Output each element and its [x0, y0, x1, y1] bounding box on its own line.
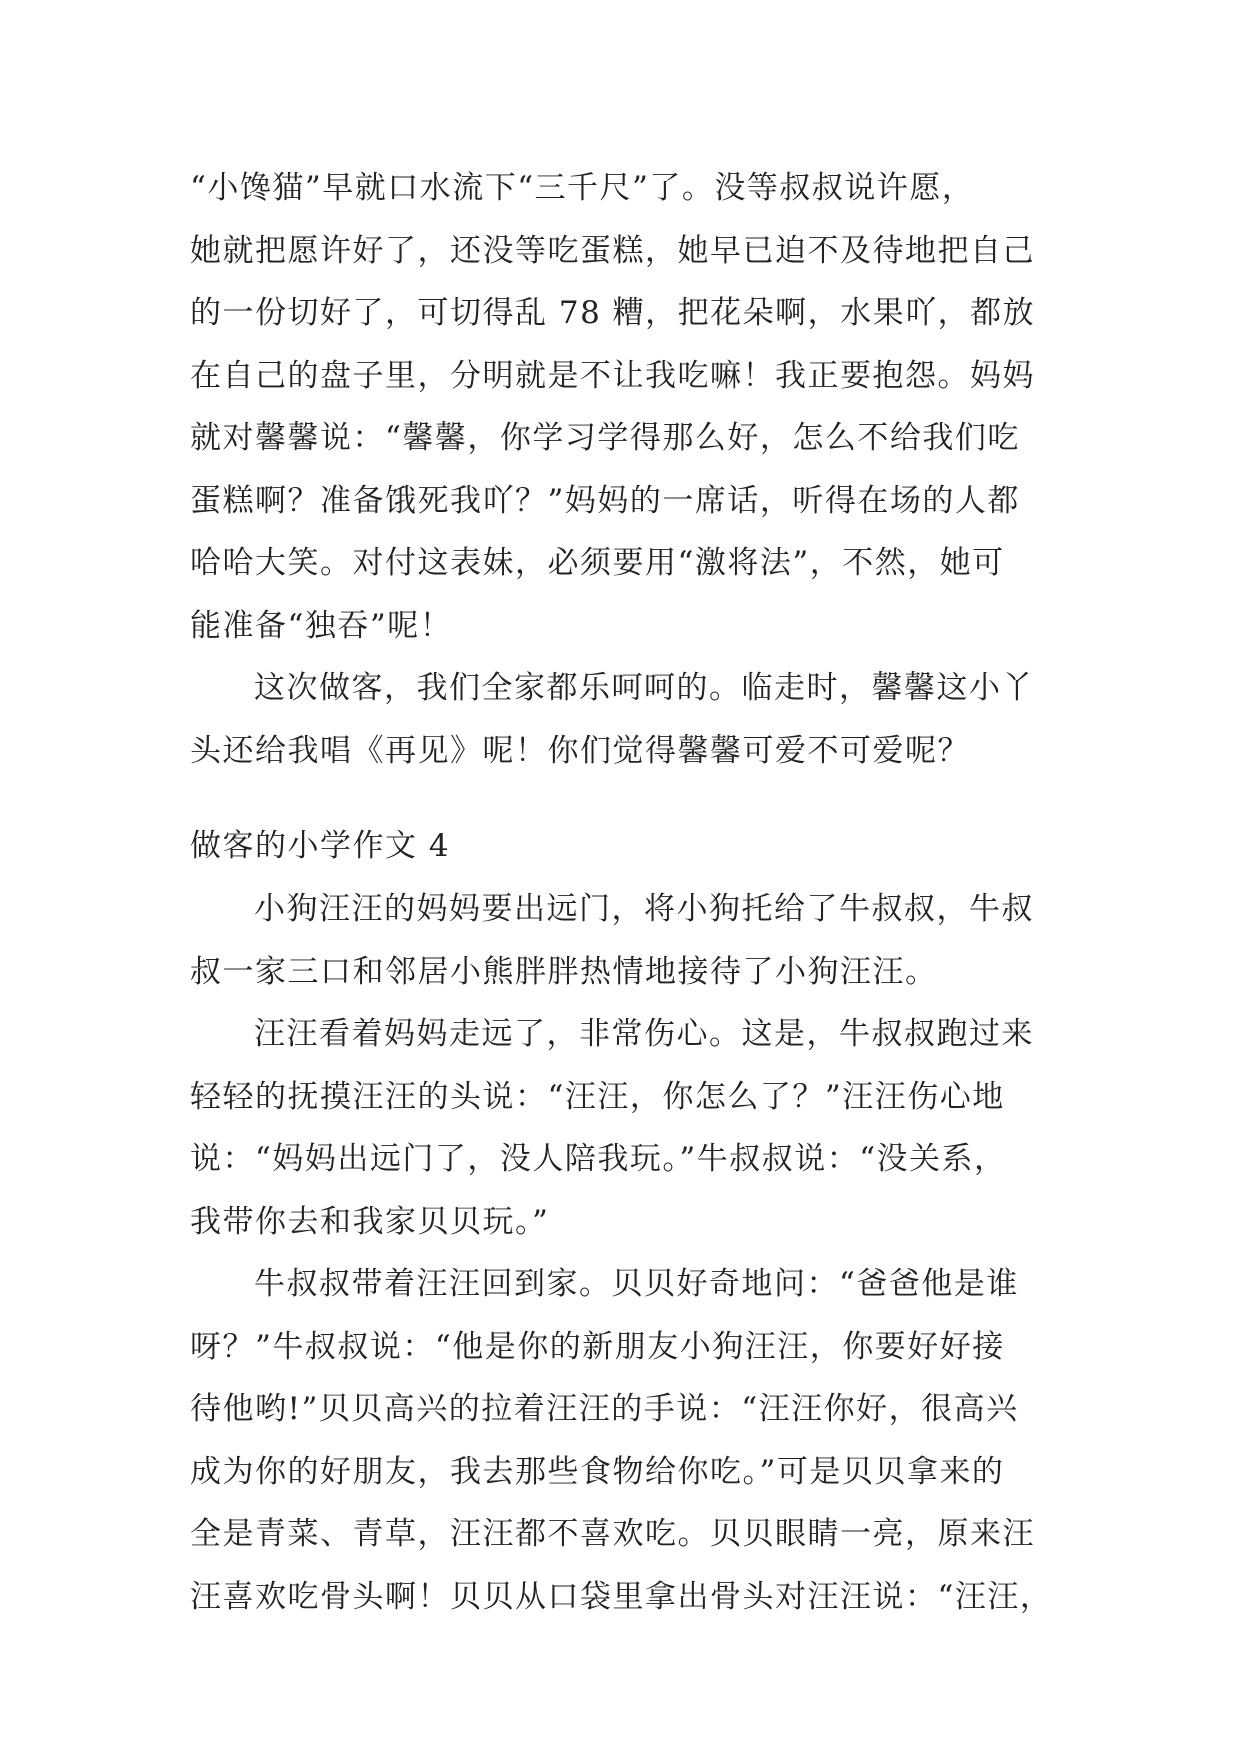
- paragraph-line: 她就把愿许好了，还没等吃蛋糕，她早已迫不及待地把自己: [190, 232, 1035, 269]
- paragraph-line: 叔一家三口和邻居小熊胖胖热情地接待了小狗汪汪。: [190, 953, 938, 990]
- paragraph-line: 我带你去和我家贝贝玩。”: [190, 1203, 550, 1240]
- paragraph-line: 小狗汪汪的妈妈要出远门，将小狗托给了牛叔叔，牛叔: [254, 891, 1034, 927]
- paragraph-line: 蛋糕啊？准备饿死我吖？”妈妈的一席话，听得在场的人都: [190, 482, 1020, 519]
- paragraph-line: 成为你的好朋友，我去那些食物给你吃。”可是贝贝拿来的: [190, 1453, 1005, 1490]
- paragraph-line: 说：“妈妈出远门了，没人陪我玩。”牛叔叔说：“没关系，: [190, 1141, 1007, 1177]
- paragraph-line: 这次做客，我们全家都乐呵呵的。临走时，馨馨这小丫: [254, 670, 1034, 706]
- paragraph-line: 待他哟!”贝贝高兴的拉着汪汪的手说：“汪汪你好，很高兴: [190, 1391, 1019, 1427]
- paragraph-4: [190, 1003, 1055, 1253]
- paragraph-line: 的一份切好了，可切得乱 78 糟，把花朵啊，水果吖，都放: [190, 295, 1036, 331]
- paragraph-3: [190, 878, 1055, 1003]
- section-title: 做客的小学作文 4: [190, 828, 451, 864]
- paragraph-line: 全是青菜、青草，汪汪都不喜欢吃。贝贝眼睛一亮，原来汪: [190, 1516, 1035, 1552]
- paragraph-line: 哈哈大笑。对付这表妹，必须要用“激将法”，不然，她可: [190, 545, 1005, 581]
- paragraph-line: 在自己的盘子里，分明就是不让我吃嘛！我正要抱怨。妈妈: [190, 357, 1035, 394]
- paragraph-2: [190, 657, 1055, 782]
- paragraph-line: 能准备“独吞”呢！: [190, 607, 453, 644]
- paragraph-1: [190, 157, 1055, 657]
- paragraph-line: 呀？”牛叔叔说：“他是你的新朋友小狗汪汪，你要好好接: [190, 1328, 1005, 1365]
- paragraph-line: “小馋猫”早就口水流下“三千尺”了。没等叔叔说许愿，: [190, 170, 975, 206]
- paragraph-line: 汪汪看着妈妈走远了，非常伤心。这是，牛叔叔跑过来: [254, 1016, 1034, 1052]
- paragraph-line: 头还给我唱《再见》呢！你们觉得馨馨可爱不可爱呢？: [190, 732, 970, 769]
- paragraph-line: 汪喜欢吃骨头啊！贝贝从口袋里拿出骨头对汪汪说：“汪汪，: [190, 1578, 1053, 1615]
- paragraph-line: 就对馨馨说：“馨馨，你学习学得那么好，怎么不给我们吃: [190, 420, 1020, 456]
- paragraph-line: 牛叔叔带着汪汪回到家。贝贝好奇地问：“爸爸他是谁: [254, 1266, 1019, 1302]
- section-heading: [190, 815, 1055, 878]
- paragraph-line: 轻轻的抚摸汪汪的头说：“汪汪，你怎么了？”汪汪伤心地: [190, 1078, 1005, 1115]
- paragraph-5: [190, 1253, 1055, 1628]
